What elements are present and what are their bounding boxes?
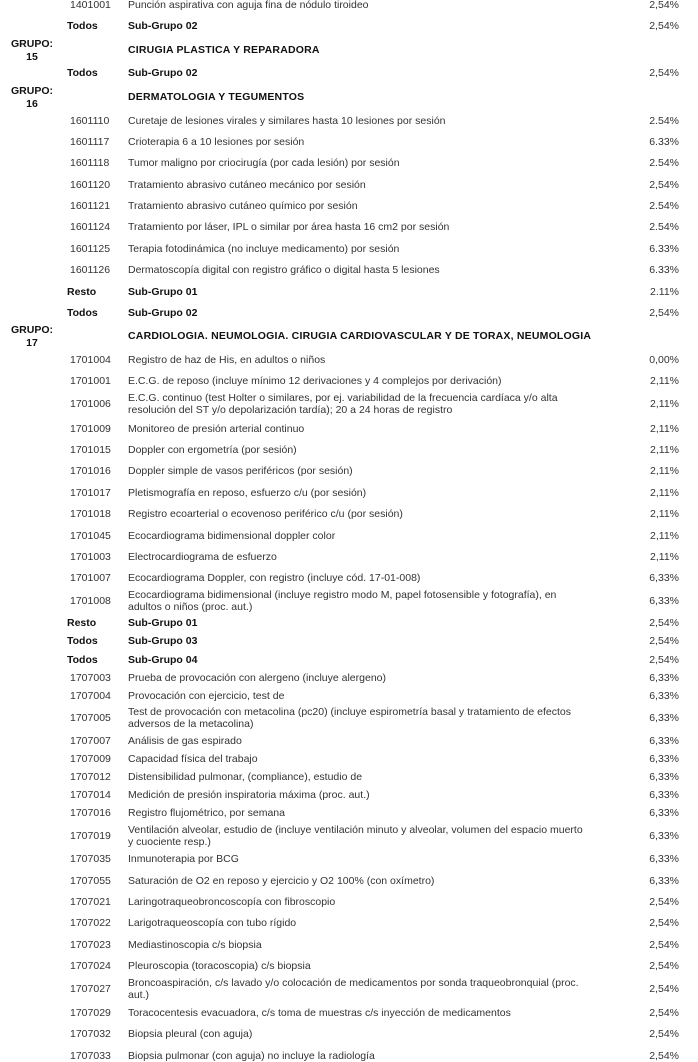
description-line: Pletismografía en reposo, esfuerzo c/u (por sesión) [128,487,367,499]
percentage-value: 2,11% [650,444,679,456]
procedure-row [0,977,698,1001]
description-line: Terapia fotodinámica (no incluye medicamento) por sesión [128,243,400,255]
description-line: Sub-Grupo 01 [128,286,198,298]
subgroup-scope: Resto [67,286,97,298]
procedure-description [128,789,628,801]
subgroup-row [0,307,698,319]
procedure-description [128,735,628,747]
description-line: E.C.G. continuo (test Holter o similares, por ej. variabilidad de la frecuencia cardíaca y/o alta [128,392,558,404]
procedure-code: 1701001 [70,375,111,387]
procedure-row [0,1028,698,1040]
percentage-value: 2,11% [650,398,679,410]
description-line: E.C.G. de reposo (incluye mínimo 12 derivaciones y 4 complejos por derivación) [128,375,502,387]
procedure-row [0,221,698,233]
description-line: Dermatoscopía digital con registro gráfico o digital hasta 5 lesiones [128,264,440,276]
procedure-row [0,423,698,435]
description-line: resolución del ST y/o depolarización tardía); 20 a 24 horas de registro [128,404,453,416]
group-header-row [0,324,698,352]
procedure-row [0,157,698,169]
procedure-code: 1701003 [70,551,111,563]
description-line: Ecocardiograma bidimensional doppler color [128,530,336,542]
description-line: adultos o niños (proc. aut.) [128,601,253,613]
subgroup-name [128,307,628,319]
procedure-description [128,706,628,730]
procedure-description [128,853,628,865]
procedure-description [128,508,628,520]
procedure-row [0,789,698,801]
percentage-value: 2,54% [649,1007,679,1019]
description-line: Toracocentesis evacuadora, c/s toma de muestras c/s inyección de medicamentos [128,1007,511,1019]
description-line: Ventilación alveolar, estudio de (incluye ventilación minuto y alveolar, volumen del espacio muerto [128,824,583,836]
percentage-value: 2,54% [649,20,679,32]
procedure-description [128,875,628,887]
procedure-description [128,136,628,148]
procedure-code: 1707029 [70,1007,111,1019]
procedure-description [128,896,628,908]
description-line: Punción aspirativa con aguja fina de nódulo tiroideo [128,0,369,11]
procedure-description [128,1007,628,1019]
description-line: Registro ecoarterial o ecovenoso periférico c/u (por sesión) [128,508,403,520]
procedure-description [128,264,628,276]
group-number: 16 [26,98,38,110]
percentage-value: 2,11% [650,487,679,499]
procedure-row [0,508,698,520]
percentage-value: 2,54% [649,960,679,972]
description-line: Ecocardiograma bidimensional (incluye registro modo M, papel fotosensible y fotografía), en [128,589,557,601]
percentage-value: 6.33% [649,136,679,148]
procedure-row [0,264,698,276]
group-number: 15 [26,51,38,63]
procedure-row [0,530,698,542]
procedure-row [0,179,698,191]
description-line: Broncoaspiración, c/s lavado y/o colocación de medicamentos por sonda traqueobronquial (proc. [128,977,579,989]
percentage-value: 6,33% [649,712,679,724]
procedure-row [0,551,698,563]
procedure-code: 1601125 [70,243,111,255]
procedure-description [128,753,628,765]
procedure-description [128,444,628,456]
percentage-value: 2,54% [649,307,679,319]
procedure-code: 1601118 [70,157,110,169]
procedure-description [128,375,628,387]
procedure-description [128,1028,628,1040]
percentage-value: 2,11% [650,423,679,435]
description-line: Sub-Grupo 03 [128,635,198,647]
procedure-description [128,179,628,191]
procedure-code: 1707021 [70,896,111,908]
subgroup-scope: Todos [67,635,98,647]
procedure-description [128,551,628,563]
procedure-code: 1707005 [70,712,111,724]
procedure-row [0,136,698,148]
percentage-value: 2,54% [649,983,679,995]
procedure-row [0,771,698,783]
percentage-value: 2,54% [649,1028,679,1040]
group-title: CARDIOLOGIA. NEUMOLOGIA. CIRUGIA CARDIOVASCULAR Y DE TORAX, NEUMOLOGIA [128,330,592,342]
procedure-row [0,375,698,387]
description-line: Provocación con ejercicio, test de [128,690,285,702]
percentage-value: 6,33% [649,807,679,819]
subgroup-scope: Todos [67,20,98,32]
percentage-value: 6,33% [649,830,679,842]
percentage-value: 2,54% [649,896,679,908]
description-line: Análisis de gas espirado [128,735,242,747]
percentage-value: 2.54% [649,221,679,233]
group-title: CIRUGIA PLASTICA Y REPARADORA [128,44,320,56]
procedure-code: 1701017 [70,487,111,499]
description-line: Sub-Grupo 04 [128,654,198,666]
procedure-code: 1701018 [70,508,111,520]
procedure-code: 1701016 [70,465,111,477]
subgroup-name [128,20,628,32]
procedure-description [128,807,628,819]
procedure-description [128,530,628,542]
description-line: Prueba de provocación con alergeno (incluye alergeno) [128,672,386,684]
description-line: Electrocardiograma de esfuerzo [128,551,277,563]
percentage-value: 0,00% [649,354,679,366]
procedure-row [0,753,698,765]
description-line: Tumor maligno por criocirugía (por cada lesión) por sesión [128,157,400,169]
percentage-value: 6,33% [649,771,679,783]
procedure-code: 1601124 [70,221,111,233]
percentage-value: 2,11% [650,375,679,387]
percentage-value: 2,54% [649,179,679,191]
description-line: Pleuroscopia (toracoscopia) c/s biopsia [128,960,311,972]
description-line: Monitoreo de presión arterial continuo [128,423,305,435]
procedure-description [128,0,628,11]
description-line: Sub-Grupo 01 [128,617,198,629]
procedure-code: 1707035 [70,853,111,865]
description-line: Saturación de O2 en reposo y ejercicio y O2 100% (con oxímetro) [128,875,435,887]
subgroup-row [0,67,698,79]
subgroup-name [128,654,628,666]
procedure-code: 1707024 [70,960,111,972]
description-line: Laringotraqueobroncoscopía con fibroscopio [128,896,336,908]
percentage-value: 6,33% [649,853,679,865]
subgroup-name [128,635,628,647]
procedure-code: 1601121 [70,200,111,212]
procedure-code: 1707016 [70,807,111,819]
percentage-value: 6,33% [649,672,679,684]
description-line: Tratamiento por láser, IPL o similar por área hasta 16 cm2 por sesión [128,221,450,233]
description-line: Sub-Grupo 02 [128,307,198,319]
procedure-description [128,423,628,435]
procedure-row [0,0,698,11]
group-label-text: GRUPO: [11,324,53,336]
description-line: Biopsia pulmonar (con aguja) no incluye la radiología [128,1050,375,1062]
percentage-value: 2,11% [650,551,679,563]
group-label-text: GRUPO: [11,85,53,97]
percentage-value: 2,54% [649,0,679,11]
procedure-row [0,875,698,887]
procedure-row [0,706,698,730]
procedure-row [0,896,698,908]
subgroup-name [128,286,628,298]
description-line: Tratamiento abrasivo cutáneo mecánico por sesión [128,179,366,191]
description-line: Larigotraqueoscopía con tubo rígido [128,917,297,929]
procedure-code: 1707007 [70,735,111,747]
description-line: Sub-Grupo 02 [128,20,198,32]
subgroup-scope: Todos [67,307,98,319]
procedure-description [128,672,628,684]
procedure-code: 1707003 [70,672,111,684]
procedure-row [0,1007,698,1019]
procedure-description [128,157,628,169]
procedure-row [0,444,698,456]
procedure-code: 1707019 [70,830,111,842]
procedure-code: 1707055 [70,875,111,887]
description-line: Capacidad física del trabajo [128,753,258,765]
description-line: Registro de haz de His, en adultos o niños [128,354,326,366]
description-line: Ecocardiograma Doppler, con registro (incluye cód. 17-01-008) [128,572,421,584]
procedure-row [0,243,698,255]
procedure-description [128,115,628,127]
percentage-value: 6.33% [649,243,679,255]
procedure-row [0,354,698,366]
procedure-description [128,690,628,702]
subgroup-row [0,286,698,298]
procedure-description [128,392,628,416]
description-line: Doppler simple de vasos periféricos (por sesión) [128,465,353,477]
procedure-description [128,200,628,212]
description-line: y cuociente resp.) [128,836,211,848]
procedure-row [0,465,698,477]
procedure-code: 1701008 [70,595,111,607]
procedure-code: 1701045 [70,530,111,542]
percentage-value: 2,11% [650,530,679,542]
procedure-code: 1707033 [70,1050,111,1062]
percentage-value: 6,33% [649,572,679,584]
procedure-code: 1707004 [70,690,111,702]
procedure-description [128,939,628,951]
procedure-code: 1707012 [70,771,111,783]
subgroup-name [128,617,628,629]
subgroup-row [0,635,698,647]
description-line: Registro flujométrico, por semana [128,807,285,819]
group-label [6,38,58,64]
description-line: Mediastinoscopia c/s biopsia [128,939,262,951]
procedure-row [0,735,698,747]
group-header-row [0,85,698,113]
description-line: Biopsia pleural (con aguja) [128,1028,253,1040]
procedure-row [0,392,698,416]
description-line: adversos de la metacolina) [128,718,254,730]
percentage-value: 6,33% [649,735,679,747]
subgroup-scope: Todos [67,67,98,79]
percentage-value: 6,33% [649,789,679,801]
subgroup-name [128,67,628,79]
percentage-value: 2,11% [650,508,679,520]
percentage-value: 2,54% [649,654,679,666]
procedure-description [128,977,628,1001]
description-line: Inmunoterapia por BCG [128,853,239,865]
procedure-code: 1701009 [70,423,111,435]
procedure-code: 1401001 [70,0,111,11]
percentage-value: 2,54% [649,67,679,79]
procedure-code: 1707009 [70,753,111,765]
subgroup-row [0,20,698,32]
procedure-description [128,824,628,848]
procedure-row [0,487,698,499]
percentage-value: 2.11% [650,286,679,298]
percentage-value: 2,54% [649,1050,679,1062]
procedure-code: 1701007 [70,572,111,584]
group-number: 17 [26,337,38,349]
percentage-value: 2.54% [649,115,679,127]
procedure-code: 1707032 [70,1028,111,1040]
procedure-code: 1707027 [70,983,111,995]
procedure-row [0,1050,698,1062]
procedure-description [128,354,628,366]
percentage-value: 2,54% [649,917,679,929]
procedure-description [128,917,628,929]
procedure-code: 1707022 [70,917,111,929]
percentage-value: 2.54% [649,157,679,169]
description-line: Medición de presión inspiratoria máxima (proc. aut.) [128,789,370,801]
procedure-code: 1707014 [70,789,111,801]
description-line: Sub-Grupo 02 [128,67,198,79]
subgroup-scope: Todos [67,654,98,666]
procedure-code: 1701004 [70,354,111,366]
procedure-description [128,572,628,584]
description-line: Doppler con ergometría (por sesión) [128,444,297,456]
description-line: Tratamiento abrasivo cutáneo químico por sesión [128,200,358,212]
procedure-row [0,200,698,212]
percentage-value: 2,11% [650,465,679,477]
percentage-value: 6,33% [649,753,679,765]
procedure-description [128,221,628,233]
percentage-value: 6,33% [649,595,679,607]
procedure-code: 1707023 [70,939,111,951]
procedure-row [0,960,698,972]
procedure-code: 1701015 [70,444,111,456]
percentage-value: 6.33% [649,264,679,276]
subgroup-row [0,654,698,666]
description-line: Test de provocación con metacolina (pc20) (incluye espirometría basal y tratamiento de efectos [128,706,571,718]
procedure-description [128,589,628,613]
percentage-value: 6,33% [649,875,679,887]
percentage-value: 2,54% [649,635,679,647]
procedure-description [128,243,628,255]
group-header-row [0,38,698,66]
procedure-row [0,853,698,865]
procedure-description [128,960,628,972]
procedure-description [128,487,628,499]
description-line: Crioterapia 6 a 10 lesiones por sesión [128,136,305,148]
percentage-value: 6,33% [649,690,679,702]
group-label [6,324,58,350]
group-label-text: GRUPO: [11,38,53,50]
subgroup-scope: Resto [67,617,97,629]
procedure-row [0,589,698,613]
procedure-row [0,917,698,929]
procedure-row [0,939,698,951]
procedure-row [0,672,698,684]
procedure-code: 1701006 [70,398,111,410]
procedure-row [0,807,698,819]
percentage-value: 2.54% [649,200,679,212]
percentage-value: 2,54% [649,939,679,951]
description-line: Distensibilidad pulmonar, (compliance), estudio de [128,771,363,783]
description-line: Curetaje de lesiones virales y similares hasta 10 lesiones por sesión [128,115,446,127]
percentage-value: 2,54% [649,617,679,629]
procedure-row [0,690,698,702]
procedure-code: 1601110 [70,115,110,127]
procedure-row [0,572,698,584]
description-line: aut.) [128,989,150,1001]
procedure-row [0,115,698,127]
procedure-description [128,1050,628,1062]
procedure-row [0,824,698,848]
procedure-description [128,465,628,477]
group-label [6,85,58,111]
group-title: DERMATOLOGIA Y TEGUMENTOS [128,91,305,103]
procedure-code: 1601126 [70,264,111,276]
procedure-code: 1601117 [70,136,110,148]
procedure-code: 1601120 [70,179,111,191]
procedure-description [128,771,628,783]
subgroup-row [0,617,698,629]
